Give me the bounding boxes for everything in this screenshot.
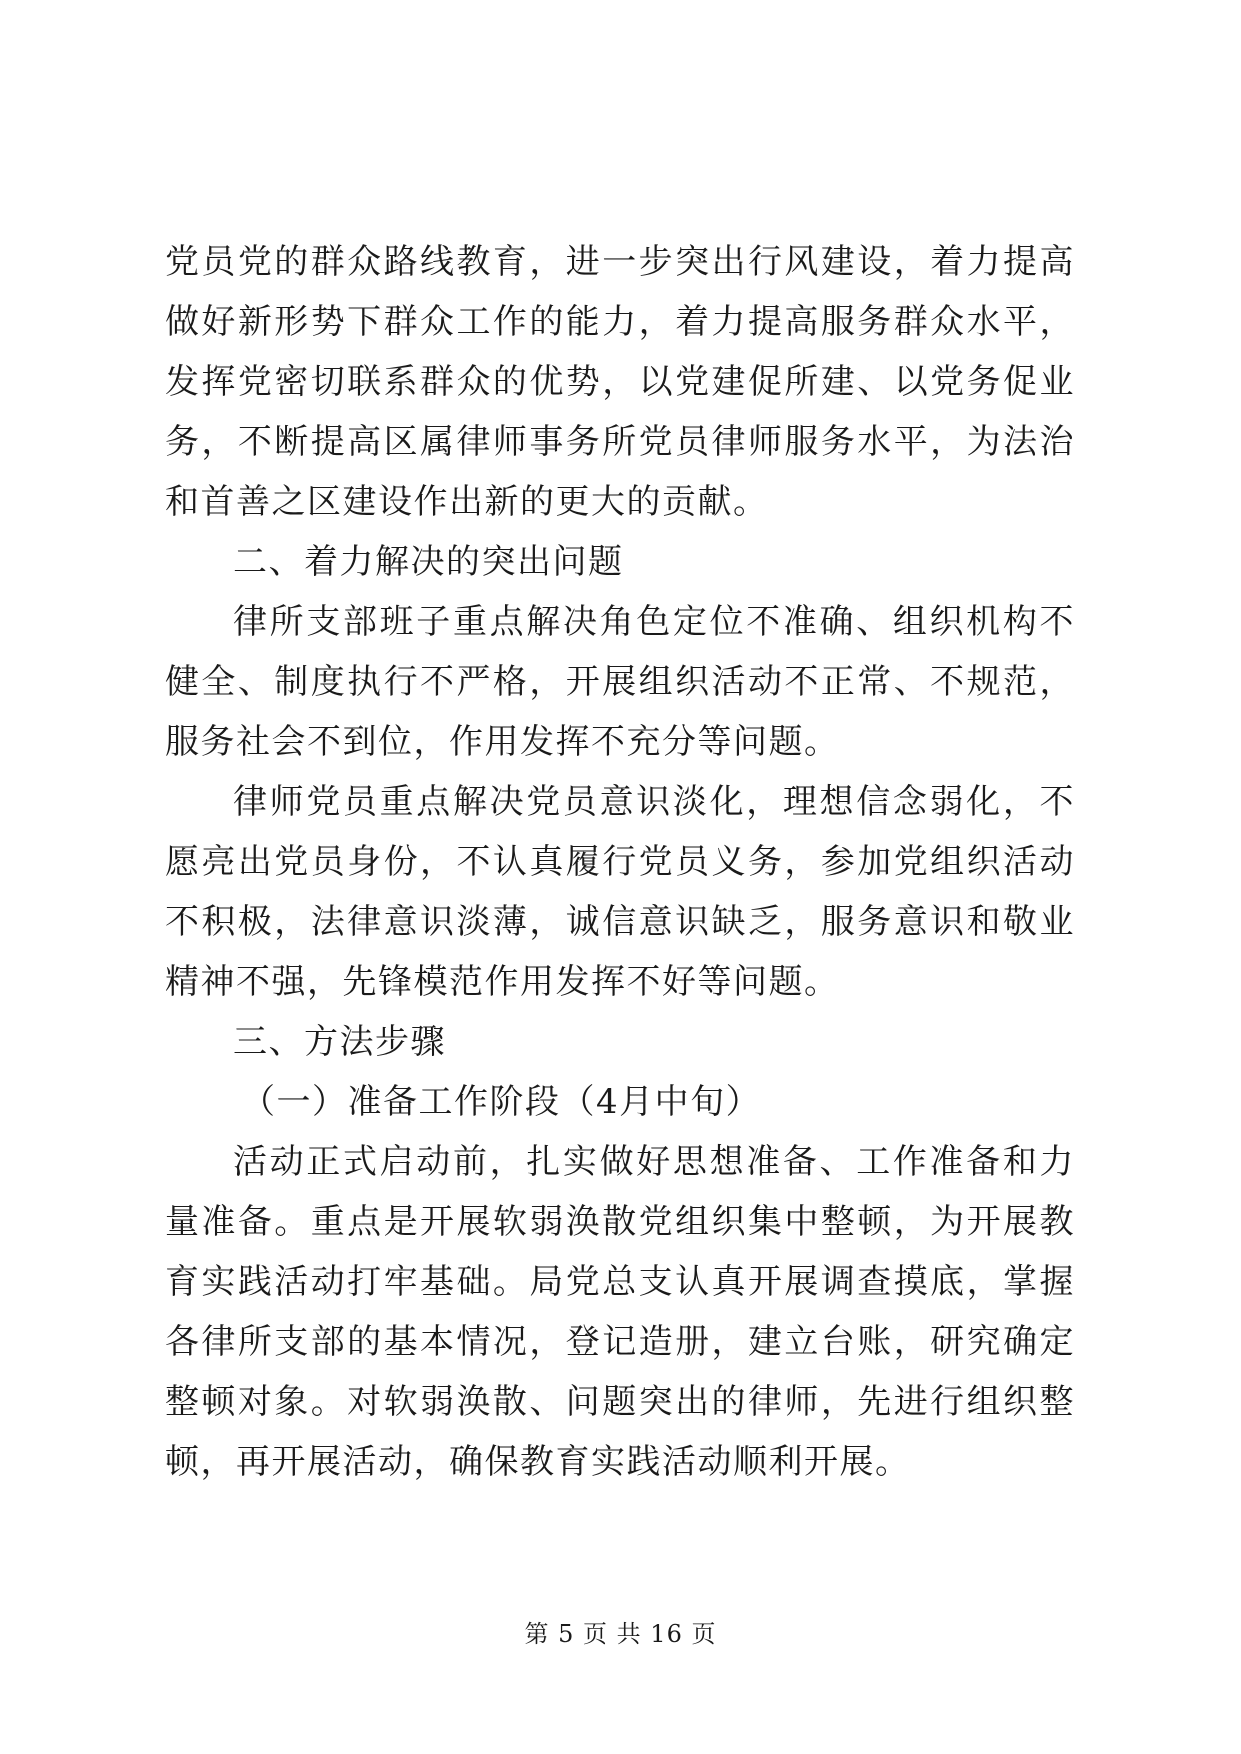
section-heading-2: 二、着力解决的突出问题 xyxy=(233,542,624,582)
subsection-heading-1: （一）准备工作阶段（4月中旬） xyxy=(241,1082,762,1122)
page-number-footer: 第 5 页 共 16 页 xyxy=(524,1620,717,1648)
paragraph-branch-issues: 律所支部班子重点解决角色定位不准确、组织机构不健全、制度执行不严格，开展组织活动不正常、不规范，服务社会不到位，作用发挥不充分等问题。 xyxy=(165,602,1075,762)
section-heading-3: 三、方法步骤 xyxy=(233,1022,446,1062)
paragraph-preparation: 活动正式启动前，扎实做好思想准备、工作准备和力量准备。重点是开展软弱涣散党组织集中整顿，为开展教育实践活动打牢基础。局党总支认真开展调查摸底，掌握各律所支部的基本情况，登记造册，建立台账，研究确定整顿对象。对软弱涣散、问题突出的律师，先进行组织整顿，再开展活动，确保教育实践活动顺利开展。 xyxy=(165,1142,1075,1482)
document-body xyxy=(165,232,1075,1492)
paragraph-member-issues: 律师党员重点解决党员意识淡化，理想信念弱化，不愿亮出党员身份，不认真履行党员义务，参加党组织活动不积极，法律意识淡薄，诚信意识缺乏，服务意识和敬业精神不强，先锋模范作用发挥不好等问题。 xyxy=(165,782,1075,1002)
paragraph-continuation: 党员党的群众路线教育，进一步突出行风建设，着力提高做好新形势下群众工作的能力，着力提高服务群众水平，发挥党密切联系群众的优势，以党建促所建、以党务促业务，不断提高区属律师事务所党员律师服务水平，为法治和首善之区建设作出新的更大的贡献。 xyxy=(165,242,1075,522)
